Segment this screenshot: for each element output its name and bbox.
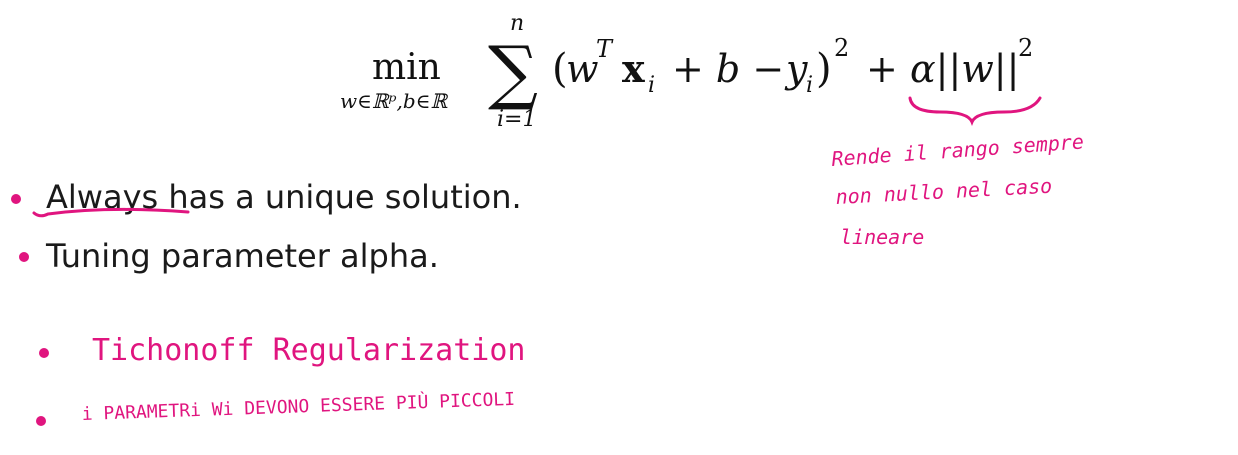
- y-var: y: [786, 47, 808, 91]
- norm-exp: 2: [1018, 34, 1034, 62]
- square-exp: 2: [834, 34, 850, 62]
- plus-sign: +: [866, 47, 898, 91]
- min-operator: min: [372, 47, 441, 88]
- bullet-dot: [11, 194, 21, 204]
- x-index: i: [648, 73, 656, 98]
- objective-formula: [0, 0, 1238, 150]
- note-line-2: non nullo nel caso: [835, 173, 1053, 209]
- transpose: T: [596, 35, 613, 63]
- min-subscript: w∈ℝᵖ,b∈ℝ: [340, 89, 448, 113]
- x-bold: x: [622, 46, 645, 91]
- plus-b-minus: + b −: [672, 47, 785, 91]
- sum-symbol: ∑: [488, 31, 538, 113]
- sum-upper: n: [510, 11, 525, 36]
- sum-lower: i=1: [497, 107, 537, 132]
- tikhonov-note: Tichonoff Regularization: [92, 333, 526, 368]
- paren-open: (: [552, 46, 568, 92]
- paren-close: ): [816, 46, 832, 92]
- bullet-unique-solution: Always has a unique solution.: [46, 178, 522, 216]
- alpha-norm: α||w||: [910, 47, 1020, 91]
- w-var: w: [566, 47, 599, 91]
- note-line-1: Rende il rango sempre: [830, 129, 1085, 171]
- ink-bullet-dot: [39, 348, 49, 358]
- bullet-tuning-alpha: Tuning parameter alpha.: [46, 237, 439, 275]
- note-line-3: lineare: [840, 225, 925, 249]
- ink-bullet-dot: [36, 416, 46, 426]
- bullet-dot: [19, 252, 29, 262]
- y-index: i: [806, 73, 814, 98]
- parameters-note: i PARAMETRi Wi DEVONO ESSERE PIÙ PICCOLI: [81, 388, 516, 425]
